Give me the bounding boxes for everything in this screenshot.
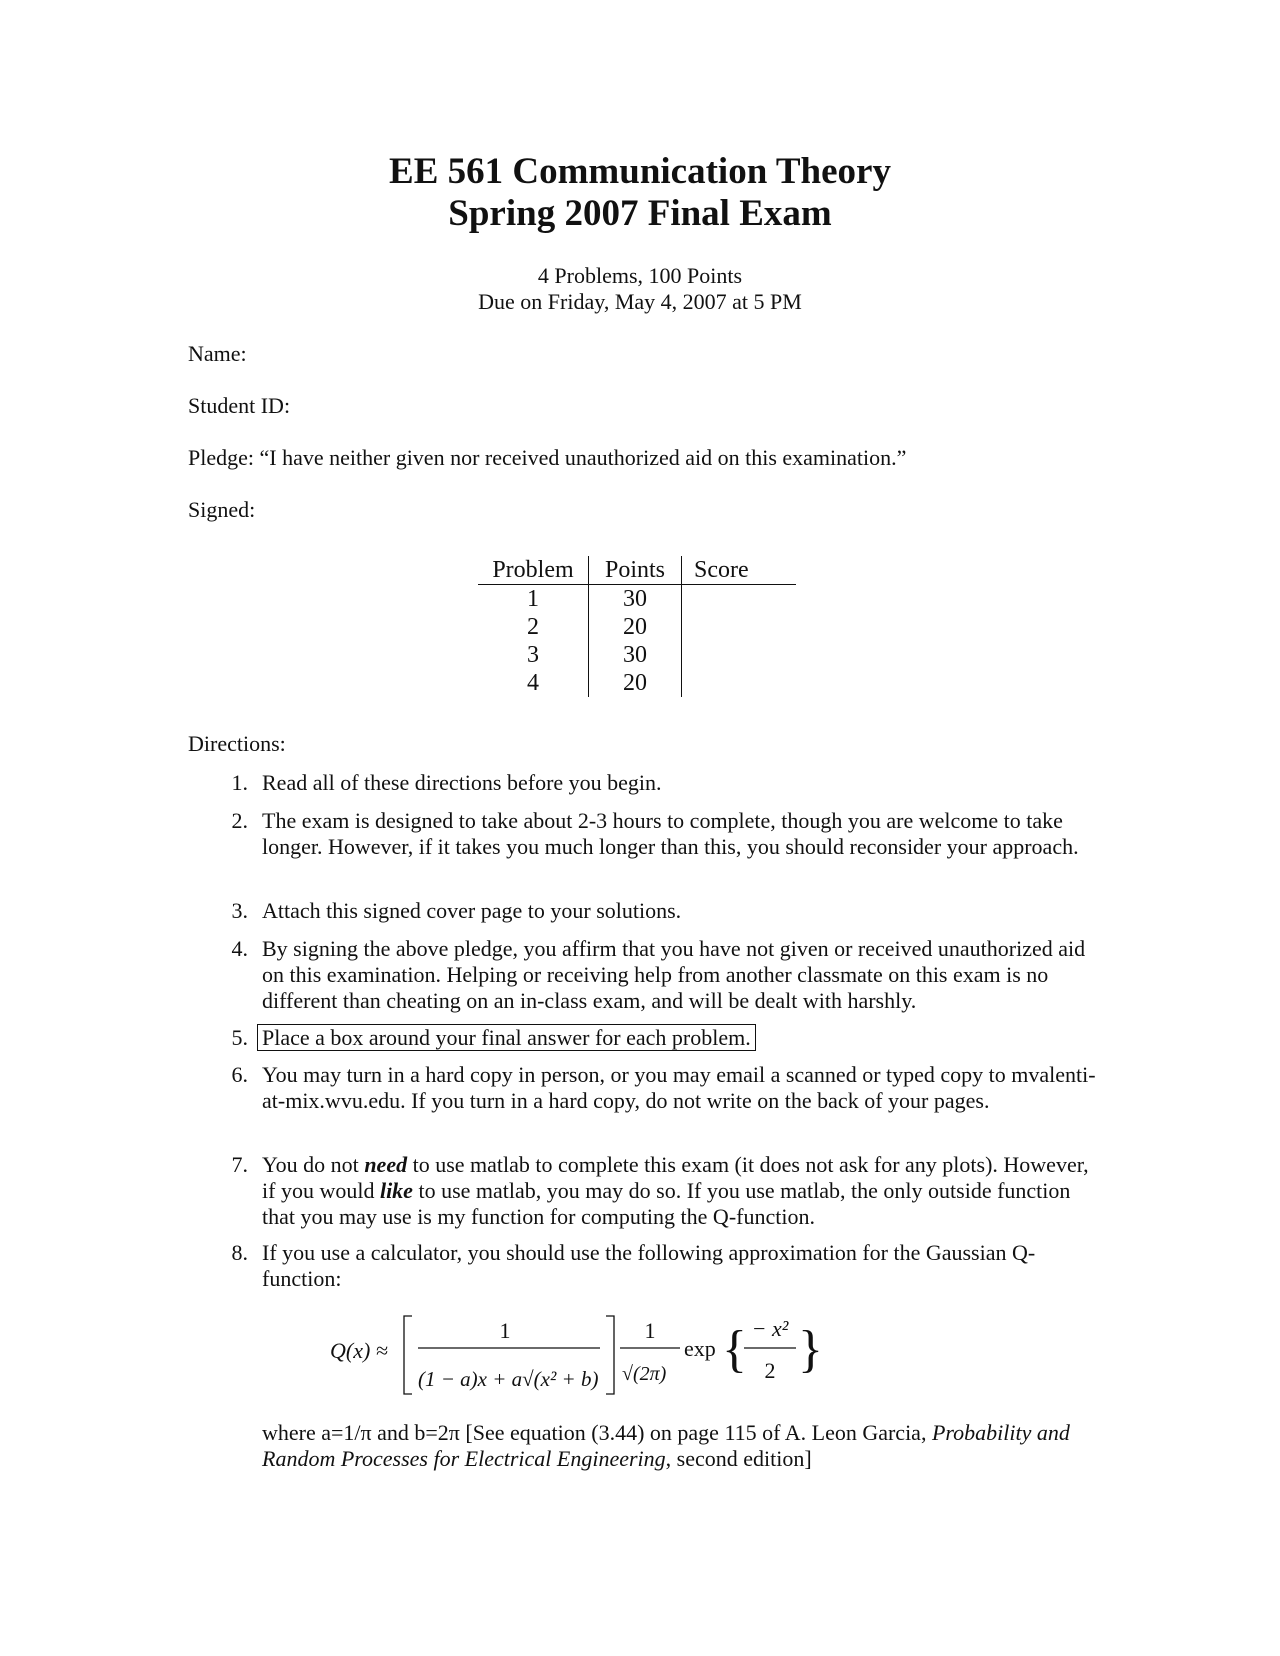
score-cell [682, 585, 797, 614]
item-number: 1. [231, 770, 248, 795]
table-row [478, 585, 796, 614]
item-number: 4. [231, 936, 248, 961]
item-text: The exam is designed to take about 2-3 hours to complete, though you are welcome to take longer. However, if it takes you much longer than this, you should reconsider your approach. [262, 808, 1079, 859]
exam-title: Spring 2007 Final Exam [448, 193, 832, 234]
left-bracket [404, 1316, 412, 1394]
item-number: 6. [231, 1062, 248, 1087]
problem-cell: 3 [478, 641, 589, 669]
table-row [478, 613, 796, 641]
right-brace: } [798, 1321, 823, 1378]
item-text: By signing the above pledge, you affirm that you have not given or received unauthorized aid on this examination. Helping or receiving help from another classmate on this exam is no different than cheating on an in-class exam, and will be dealt with harshly. [262, 936, 1086, 1013]
q-function-formula [330, 1312, 830, 1402]
score-cell [682, 641, 797, 669]
formula-denominator: (1 − a)x + a√(x² + b) [418, 1367, 599, 1391]
emphasis-like: like [379, 1178, 413, 1203]
formula-numerator: 1 [499, 1318, 511, 1343]
score-cell [682, 669, 797, 697]
table-row [478, 669, 796, 697]
directions-heading: Directions: [188, 731, 286, 756]
formula-graphic [330, 1312, 830, 1402]
item-text: If you use a calculator, you should use the following approximation for the Gaussian Q-function: [262, 1240, 1036, 1291]
item-number: 7. [231, 1152, 248, 1177]
item-text: Attach this signed cover page to your solutions. [262, 898, 682, 923]
score-cell [682, 613, 797, 641]
points-cell: 20 [589, 613, 682, 641]
header-points: Points [589, 556, 682, 585]
direction-item [222, 808, 1102, 860]
left-brace: { [722, 1321, 747, 1378]
formula-lhs: Q(x) ≈ [330, 1338, 388, 1363]
problems-points: 4 Problems, 100 Points [537, 263, 743, 288]
due-date: Due on Friday, May 4, 2007 at 5 PM [478, 289, 802, 314]
item-number: 2. [231, 808, 248, 833]
item-text: Read all of these directions before you begin. [262, 770, 662, 795]
boxed-answer-instruction: Place a box around your final answer for each problem. [257, 1024, 756, 1051]
source-note: where a=1/π and b=2π [See equation (3.44) on page 115 of A. Leon Garcia, Probability and Random Processes for Electrical Engineering, second edition] [262, 1420, 1070, 1471]
item-text: You do not need to use matlab to complete this exam (it does not ask for any plots). However, if you would like to use matlab, you may do so. If you use matlab, the only outside function that you may use is my function for computing the Q-function. [262, 1152, 1089, 1229]
name-field: Name: [188, 341, 247, 366]
right-bracket [606, 1316, 614, 1394]
signed-field: Signed: [188, 497, 256, 522]
direction-item [222, 1062, 1102, 1114]
direction-item [222, 1152, 1102, 1230]
exp-denominator: 2 [764, 1358, 776, 1383]
mid-numerator: 1 [644, 1318, 656, 1343]
score-table-header [478, 556, 796, 585]
problem-cell: 1 [478, 585, 589, 614]
header-score: Score [682, 556, 797, 585]
item-number: 8. [231, 1240, 248, 1265]
book-title: Probability and Random Processes for Electrical Engineering [262, 1420, 1070, 1471]
item-text: You may turn in a hard copy in person, or you may email a scanned or typed copy to mvalenti-at-mix.wvu.edu. If you turn in a hard copy, do not write on the back of your pages. [262, 1062, 1096, 1113]
points-cell: 20 [589, 669, 682, 697]
problem-cell: 4 [478, 669, 589, 697]
direction-item [222, 898, 1102, 924]
score-table [478, 556, 796, 697]
exp-label: exp [684, 1336, 716, 1361]
direction-item [222, 1025, 1102, 1051]
item-number: 5. [231, 1025, 248, 1050]
points-cell: 30 [589, 585, 682, 614]
student-id-field: Student ID: [188, 393, 291, 418]
direction-item [222, 936, 1102, 1014]
problem-cell: 2 [478, 613, 589, 641]
table-row [478, 641, 796, 669]
emphasis-need: need [364, 1152, 408, 1177]
points-cell: 30 [589, 641, 682, 669]
header-problem: Problem [478, 556, 589, 585]
exp-numerator: − x² [751, 1316, 789, 1341]
pledge-text: Pledge: “I have neither given nor received unauthorized aid on this examination.” [188, 445, 907, 470]
direction-item [222, 770, 1102, 796]
course-title: EE 561 Communication Theory [389, 151, 891, 192]
item-number: 3. [231, 898, 248, 923]
mid-denominator: √(2π) [622, 1363, 667, 1385]
direction-item [222, 1240, 1102, 1292]
